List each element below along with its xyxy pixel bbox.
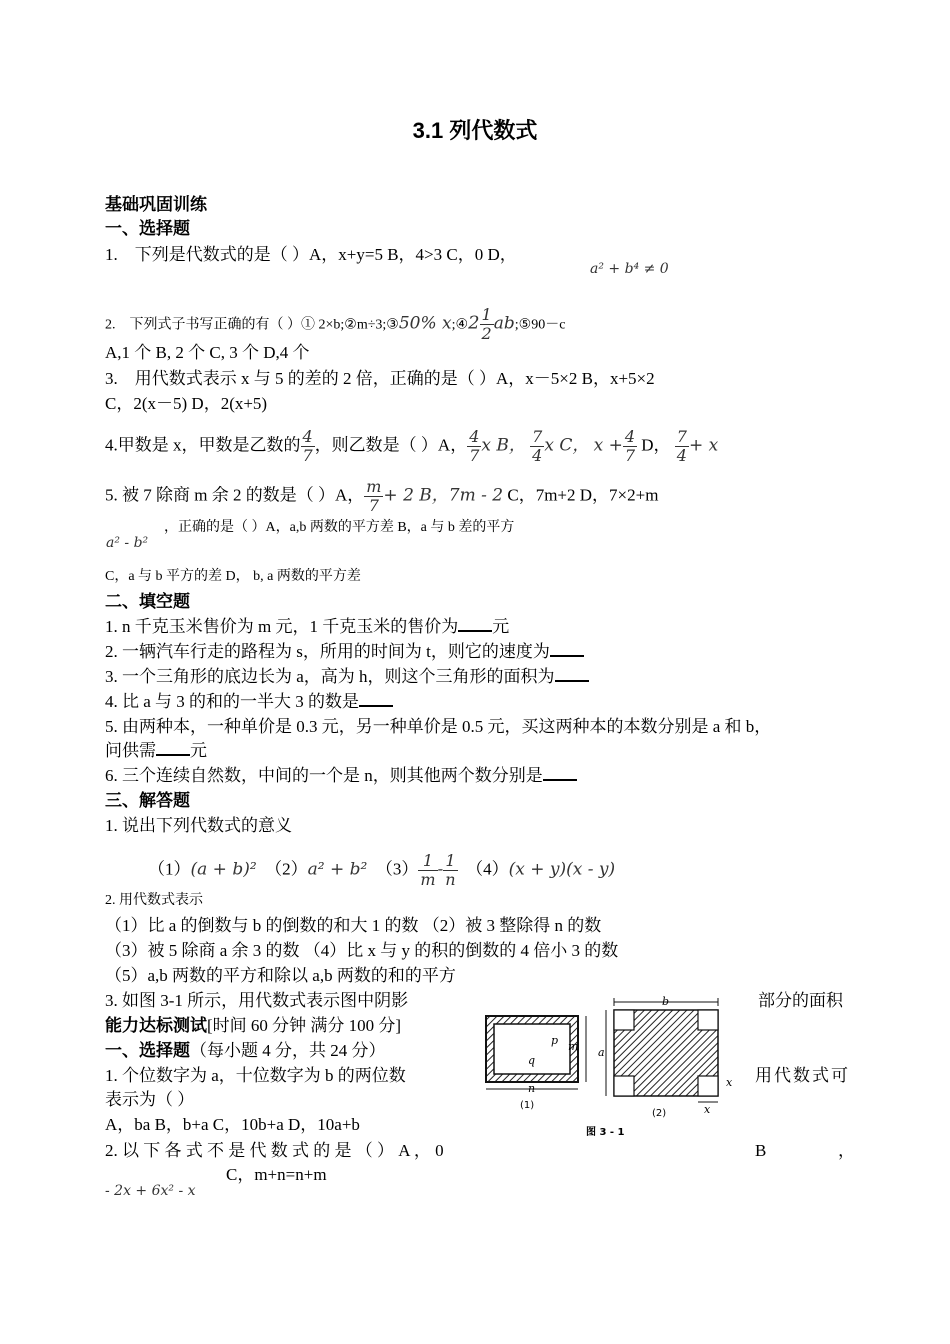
question-1 [105, 244, 517, 266]
corner-square [614, 1010, 634, 1030]
item-label: （2） [265, 859, 308, 879]
question-5-fraction [364, 478, 383, 515]
label-b: b [662, 995, 670, 1008]
question-4-mid: ，则乙数是（ ）A， [314, 435, 468, 455]
fraction-denominator: 7 [302, 446, 313, 465]
fill-4 [105, 691, 393, 713]
label-x-bottom: x [704, 1103, 711, 1116]
ability-note: [时间 60 分钟 满分 100 分] [207, 1016, 402, 1035]
label-2: (2) [652, 1108, 667, 1119]
question-5-a: + 2 B， [383, 485, 449, 506]
question-2-text: 2. 下列式子书写正确的有（ ）① 2×b;②m÷3;③ [105, 317, 399, 333]
answer-blank[interactable] [359, 691, 393, 707]
fill-1-text: 1. n 千克玉米售价为 m 元，1 千克玉米的售价为 [105, 617, 459, 636]
fraction-numerator: 1 [481, 305, 492, 324]
answer-3-right: 部分的面积 [758, 991, 843, 1010]
fill-6 [105, 765, 577, 787]
figure-caption: 图 3 - 1 [586, 1127, 625, 1138]
fraction-denominator: 2 [481, 324, 492, 343]
formula-2: a² + b² [307, 859, 368, 880]
option-d-fraction [675, 428, 689, 465]
minus-sign: - [437, 859, 444, 880]
question-6-formula: a² - b² [106, 535, 149, 551]
question-5-b: 7m - 2 [448, 485, 504, 506]
label-p: p [551, 1034, 559, 1047]
fill-unit: 元 [190, 741, 207, 760]
question-3-line1: 3. 用代数式表示 x 与 5 的差的 2 倍，正确的是（ ）A，x－5×2 B，x+5×2 [105, 369, 655, 388]
formula-4: (x + y)(x - y) [508, 859, 616, 880]
formula-1: (a + b)² [190, 859, 257, 880]
label-n: n [528, 1082, 536, 1095]
fraction-numerator: 1 [418, 852, 437, 871]
fill-5-cont-text: 问供需 [105, 741, 156, 760]
answer-2-item-3: （5）a,b 两数的平方和除以 a,b 两数的和的平方 [105, 966, 456, 985]
ability-q1-options: A，ba B，b+a C，10b+a D，10a+b [105, 1115, 360, 1134]
fraction-numerator: 7 [676, 427, 687, 446]
fraction-denominator: 4 [676, 446, 687, 465]
corner-square [698, 1076, 718, 1096]
question-3-line2: C，2(x－5) D，2(x+5) [105, 394, 268, 413]
fraction-denominator: 7 [469, 446, 480, 465]
fraction-numerator: m [366, 477, 382, 496]
option-a-fraction [467, 428, 481, 465]
fill-2 [105, 641, 584, 663]
fraction-denominator: m [420, 870, 436, 889]
item-label: （3） [375, 859, 419, 879]
question-2-tail: ;⑤90－c [514, 317, 566, 333]
question-2-whole: 2 [468, 312, 480, 334]
section-heading-ability [105, 1015, 401, 1037]
question-5-tail: C，7m+2 D，7×2+m [503, 485, 659, 505]
ability-subheading: 一、选择题 [105, 1041, 190, 1060]
fraction-denominator: 7 [624, 446, 636, 465]
fill-3 [105, 666, 589, 688]
item-label: （4） [466, 859, 509, 879]
formula-3-frac2 [443, 852, 457, 889]
fill-unit: 元 [492, 617, 510, 636]
fill-6-text: 6. 三个连续自然数，中间的一个是 n，则其他两个数分别是 [105, 766, 543, 785]
ability-q2-c: C，m+n=n+m [226, 1165, 327, 1184]
corner-square [614, 1076, 634, 1096]
question-2 [105, 306, 565, 343]
fraction-denominator: 7 [368, 496, 379, 515]
question-6-options: C，a 与 b 平方的差 D， b, a 两数的平方差 [105, 569, 361, 584]
question-4-pre: 4.甲数是 x，甲数是乙数的 [105, 435, 301, 455]
fraction-numerator: 4 [469, 427, 480, 446]
answer-2: 2. 用代数式表示 [105, 893, 203, 908]
ability-sub1 [105, 1040, 386, 1062]
option-b-text: x C， [544, 435, 590, 456]
fill-2-text: 2. 一辆汽车行走的路程为 s，所用的时间为 t，则它的速度为 [105, 642, 550, 661]
option-a-text: x B， [481, 435, 526, 456]
question-2-options: A,1 个 B, 2 个 C, 3 个 D,4 个 [105, 343, 310, 362]
answer-blank[interactable] [543, 765, 577, 781]
question-1-formula: a² + b⁴ ≠ 0 [590, 261, 669, 277]
option-c-pre: x + [593, 435, 623, 456]
label-1: (1) [520, 1100, 535, 1111]
ability-q1-right: 用代数式可 [755, 1066, 850, 1085]
label-x-side: x [726, 1076, 733, 1089]
subheading-fill: 二、填空题 [105, 592, 190, 611]
section-heading-basic: 基础巩固训练 [105, 195, 207, 214]
item-label: （1） [148, 859, 191, 879]
answer-2-item-1: （1）比 a 的倒数与 b 的倒数的和大 1 的数 （2）被 3 整除得 n 的数 [105, 916, 602, 935]
question-2-percent: 50% x [398, 313, 452, 334]
page-title: 3.1 列代数式 [412, 118, 538, 143]
fill-4-text: 4. 比 a 与 3 的和的一半大 3 的数是 [105, 692, 360, 711]
option-c-fraction [623, 428, 637, 465]
fill-5: 5. 由两种本，一种单价是 0.3 元，另一种单价是 0.5 元，买这两种本的本数分别是 a 和 b， [105, 717, 772, 736]
option-b-fraction [530, 428, 544, 465]
question-6-text: ，正确的是（ ）A，a,b 两数的平方差 B，a 与 b 差的平方 [164, 520, 515, 535]
figure-3-1 [478, 992, 743, 1142]
option-d-text: + x [688, 435, 719, 456]
question-1-text: 1. 下列是代数式的是（ ）A，x+y=5 B，4>3 C，0 D， [105, 245, 517, 264]
ability-q2-formula: - 2x + 6x² - x [105, 1183, 196, 1199]
fill-5-cont [105, 740, 207, 762]
label-a: a [598, 1046, 605, 1059]
answer-blank[interactable] [458, 616, 492, 632]
formula-3-frac1 [418, 852, 437, 889]
answer-1: 1. 说出下列代数式的意义 [105, 816, 292, 835]
question-4 [105, 428, 718, 465]
answer-blank[interactable] [156, 740, 190, 756]
label-q: q [528, 1054, 536, 1067]
question-2-fraction [480, 306, 494, 343]
fill-1 [105, 616, 509, 638]
answer-1-items [148, 852, 615, 889]
ability-q2-b: B [755, 1141, 767, 1160]
ability-q1-cont: 表示为（ ） [105, 1090, 195, 1109]
option-c-post: D， [637, 435, 671, 455]
fraction-numerator: 7 [532, 427, 543, 446]
question-5-pre: 5. 被 7 除商 m 余 2 的数是（ ）A， [105, 485, 365, 505]
fill-3-text: 3. 一个三角形的底边长为 a，高为 h，则这个三角形的面积为 [105, 667, 555, 686]
question-5 [105, 478, 658, 515]
fraction-denominator: 4 [532, 446, 543, 465]
answer-blank[interactable] [555, 666, 589, 682]
fraction-denominator: n [445, 870, 456, 889]
subheading-answer: 三、解答题 [105, 791, 190, 810]
answer-2-item-2: （3）被 5 除商 a 余 3 的数 （4）比 x 与 y 的积的倒数的 4 倍小 3 的数 [105, 941, 619, 960]
ability-heading: 能力达标测试 [105, 1016, 207, 1035]
corner-square [698, 1010, 718, 1030]
ability-q2-left: 2. 以 下 各 式 不 是 代 数 式 的 是 （ ） A ， 0 [105, 1141, 444, 1160]
fraction-numerator: 4 [624, 427, 636, 446]
ability-q2-comma: ， [838, 1141, 855, 1160]
answer-blank[interactable] [550, 641, 584, 657]
ability-q1-left: 1. 个位数字为 a，十位数字为 b 的两位数 [105, 1066, 406, 1085]
subheading-choice: 一、选择题 [105, 219, 190, 238]
label-m: m [568, 1040, 579, 1053]
question-2-sep: ;④ [451, 317, 469, 333]
answer-3-left: 3. 如图 3-1 所示，用代数式表示图中阴影 [105, 991, 409, 1010]
ability-subheading-note: （每小题 4 分，共 24 分） [190, 1041, 386, 1060]
fraction-4-7 [301, 428, 315, 465]
fraction-numerator: 1 [443, 852, 457, 871]
question-2-var: ab [493, 313, 515, 334]
fraction-numerator: 4 [302, 427, 313, 446]
